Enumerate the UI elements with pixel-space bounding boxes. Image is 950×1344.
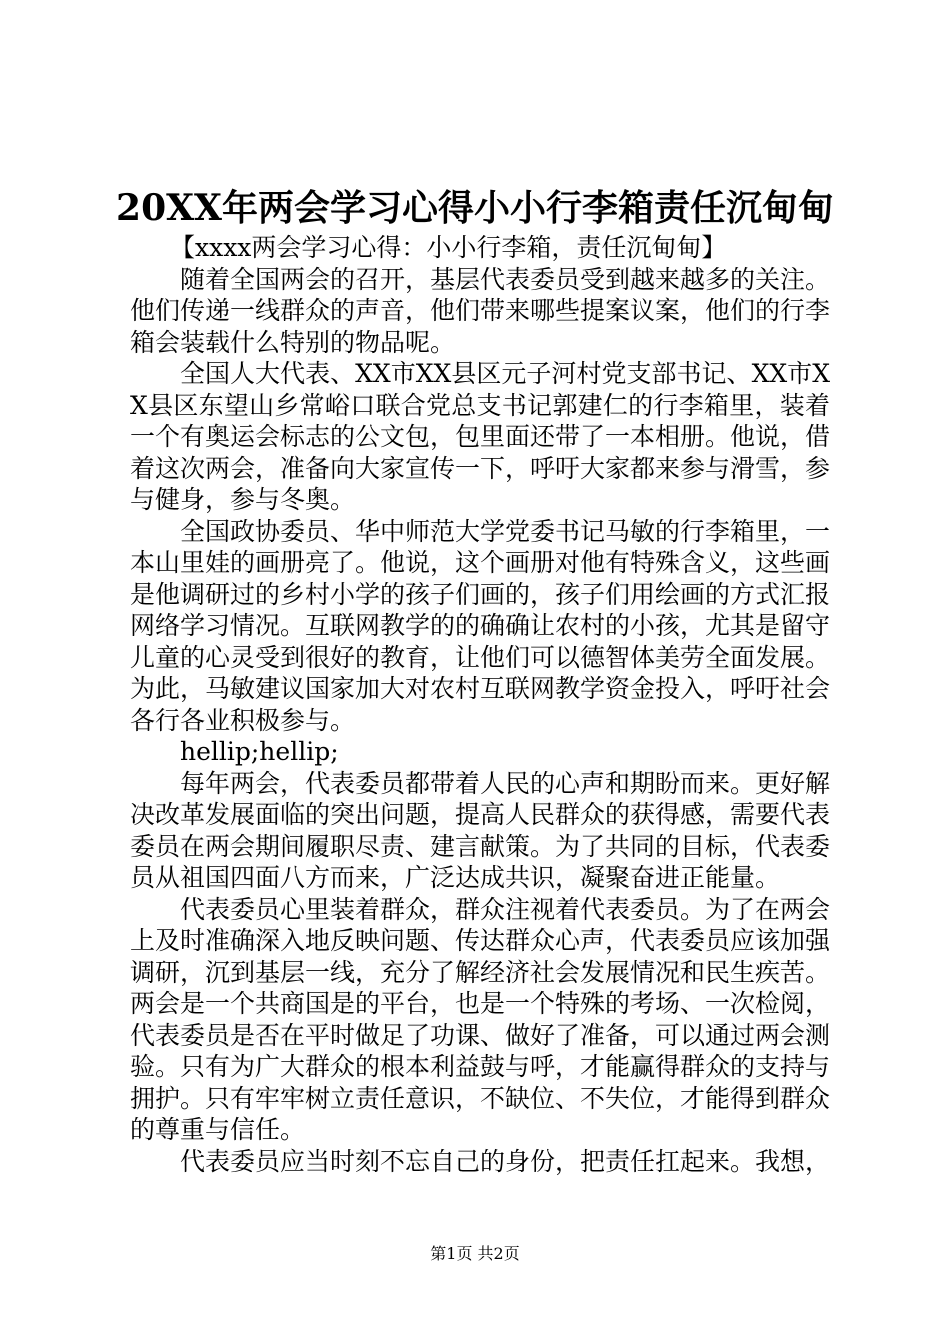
paragraph-7: 代表委员应当时刻不忘自己的身份，把责任扛起来。我想， (180, 1146, 831, 1176)
paragraph-5: 每年两会，代表委员都带着人民的心声和期盼而来。更好解决改革发展面临的突出问题，提高人民群众的获得感，需要代表委员在两会期间履职尽责、建言献策。为了共同的目标，代表委员从祖国四面八方而来，广泛达成共识，凝聚奋进正能量。 (130, 768, 831, 892)
paragraph-3: 全国政协委员、华中师范大学党委书记马敏的行李箱里，一本山里娃的画册亮了。他说，这个画册对他有特殊含义，这些画是他调研过的乡村小学的孩子们画的，孩子们用绘画的方式汇报网络学习情况。互联网教学的的确确让农村的小孩，尤其是留守儿童的心灵受到很好的教育，让他们可以德智体美劳全面发展。为此，马敏建议国家加大对农村互联网教学资金投入，呼吁社会各行各业积极参与。 (130, 516, 831, 735)
document-title: 20XX年两会学习心得小小行李箱责任沉甸甸 (116, 187, 834, 229)
paragraph-6: 代表委员心里装着群众，群众注视着代表委员。为了在两会上及时准确深入地反映问题、传达群众心声，代表委员应该加强调研，沉到基层一线，充分了解经济社会发展情况和民生疾苦。两会是一个共商国是的平台，也是一个特殊的考场、一次检阅，代表委员是否在平时做足了功课、做好了准备，可以通过两会测验。只有为广大群众的根本利益鼓与呼，才能赢得群众的支持与拥护。只有牢牢树立责任意识，不缺位、不失位，才能得到群众的尊重与信任。 (130, 894, 831, 1144)
paragraph-1: 随着全国两会的召开，基层代表委员受到越来越多的关注。他们传递一线群众的声音，他们带来哪些提案议案，他们的行李箱会装载什么特别的物品呢。 (130, 264, 831, 357)
page-number-footer: 第1页 共2页 (430, 1244, 520, 1263)
document-subtitle: 【xxxx两会学习心得：小小行李箱，责任沉甸甸】 (170, 233, 727, 262)
document-body (130, 232, 830, 1177)
paragraph-2: 全国人大代表、XX市XX县区元子河村党支部书记、XX市XX县区东望山乡常峪口联合党总支书记郭建仁的行李箱里，装着一个有奥运会标志的公文包，包里面还带了一本相册。他说，借着这次两会，准备向大家宣传一下，呼吁大家都来参与滑雪，参与健身，参与冬奥。 (130, 359, 831, 514)
paragraph-4: hellip;hellip; (180, 737, 339, 766)
